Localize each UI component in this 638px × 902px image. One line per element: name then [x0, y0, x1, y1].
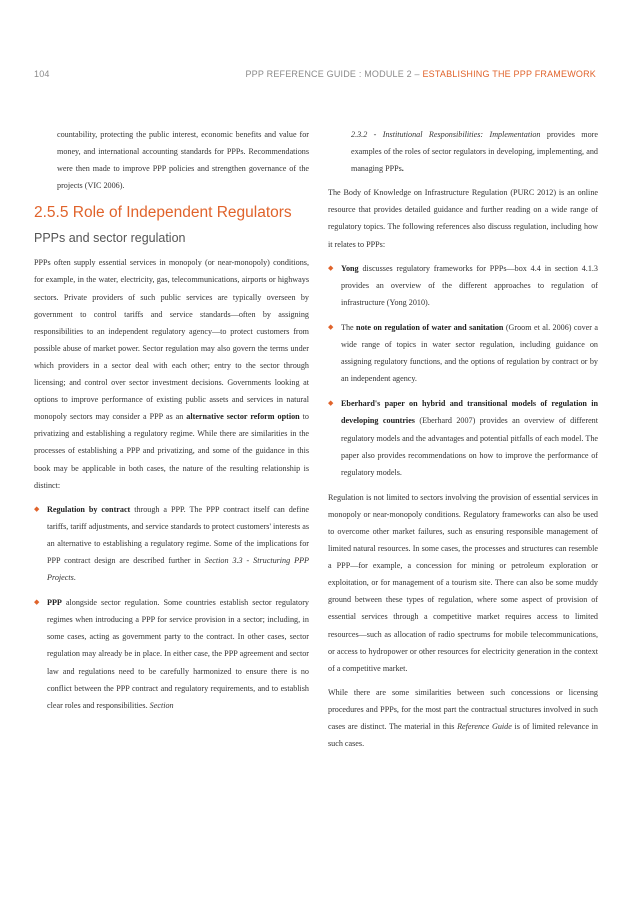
list-item [34, 501, 309, 586]
list-item-bold: PPP [47, 598, 62, 608]
cont-text: provides more examples of the roles of sector regulators in developing, implementing, and managing PPPs [351, 130, 598, 174]
purc-paragraph: The Body of Knowledge on Infrastructure Regulation (PURC 2012) is an online resource that provides detailed guidance and further reading on a wide range of regulatory topics. The following references also discuss regulation, including how it relates to PPPs: [328, 188, 598, 249]
list-item [328, 319, 598, 387]
list-item-ref: Section 3.3 - Structuring PPP Projects [47, 555, 310, 583]
intro-bold: alternative sector reform option [186, 412, 300, 422]
closing-text: While there are some similarities between such concessions or licensing procedures and PPPs, for the most part the contractual structures involved in such cases are distinct. The material in this [328, 687, 598, 731]
closing-end: is of limited relevance in such cases. [328, 722, 598, 749]
bullet-list [34, 501, 309, 714]
cont-ref: 2.3.2 - Institutional Responsibilities: Implementation [351, 130, 541, 139]
page-number: 104 [34, 69, 50, 79]
closing-ref: Reference Guide [457, 722, 512, 731]
regulation-paragraph: Regulation is not limited to sectors involving the provision of essential services in monopoly or near-monopoly conditions. Regulatory frameworks can also be used to overcome other market failures, such as ensuring responsible management of limited natural resources. In some cases, the processes and structures can resemble a PPP—for example, a concession for mining or petroleum exploration or exploitation, or for management of a tourism site. There can also be some muddy ground between these types of regulation, where some aspect of provision of essential services through a competitive market requires access to limited resources—such as allocation of radio spectrums for mobile telecommunications, or access to hydropower or other resources for electricity generation in the context of a competitive market. [328, 492, 598, 673]
header-title: PPP REFERENCE GUIDE : MODULE 2 – [245, 69, 423, 79]
bullet-diamond-icon: ◆ [328, 399, 334, 408]
list-item-text: alongside sector regulation. Some countries establish sector regulatory regimes when introducing a PPP for service provision in a sector; including, in some cases, acting as government party to the contract. In other cases, sector regulation may already be in place. In either case, the PPP agreement and sector law and regulations need to be carefully harmonized to ensure there is no conflict between the PPP contract and regulatory requirements, and to establish clear roles and responsibilities. [47, 598, 309, 710]
section-title: 2.5.5 Role of Independent Regulators [34, 204, 292, 222]
bullet-diamond-icon: ◆ [328, 263, 334, 272]
list-item [328, 260, 598, 311]
closing-paragraph [328, 684, 598, 752]
list-item-pre: The [341, 322, 357, 332]
list-item [34, 594, 309, 714]
header-title-accent: ESTABLISHING THE PPP FRAMEWORK [422, 69, 596, 79]
bullet-diamond-icon: ◆ [34, 598, 40, 607]
continued-paragraph [328, 126, 598, 177]
list-item-text: discusses regulatory frameworks for PPPs—box 4.4 in section 4.1.3 provides an overview of the different approaches to regulation of infrastructure (Yong 2010). [341, 263, 598, 307]
subheading: PPPs and sector regulation [34, 231, 186, 246]
intro-text-2: to privatizing and establishing a regulatory regime. While there are similarities in the processes of establishing a PPP and privatizing, and some of the guidance in this book may be applicable in both cases, the nature of the resulting relationship is distinct: [34, 412, 309, 490]
list-item-bold: Eberhard's paper on hybrid and transitional models of regulation in developing countries [341, 399, 598, 426]
list-item [328, 395, 598, 480]
bullet-diamond-icon: ◆ [328, 322, 334, 331]
list-item-bold: Yong [341, 263, 359, 273]
bullet-diamond-icon: ◆ [34, 504, 40, 513]
intro-paragraph [34, 254, 309, 493]
left-column [34, 126, 309, 722]
list-item-bold: note on regulation of water and sanitation [356, 322, 504, 332]
list-item-text: (Eberhard 2007) provides an overview of different regulatory models and the advantages and potential pitfalls of each model. The paper also provides recommendations on how to improve the performance of regulatory models. [341, 416, 598, 477]
right-column [328, 126, 598, 759]
continued-paragraph: countability, protecting the public interest, economic benefits and value for money, and international accounting standards for PPPs. Recommendations were then made to improve PPP policies and strengthen governance of the projects (VIC 2006). [57, 130, 309, 191]
list-item-text: through a PPP. The PPP contract itself can define tariffs, tariff adjustments, and service standards to protect customers' interests as an alternative to establishing a regulatory regime. Some of the implications for PPP contract design are described further in [47, 504, 310, 565]
reference-list [328, 260, 598, 481]
list-item-bold: Regulation by contract [47, 504, 131, 514]
cont-end: . [401, 164, 404, 174]
list-item-text: (Groom et al. 2006) cover a wide range of topics in water sector regulation, including guidance on assigning regulatory functions, and the options of regulation by contract or by an independent agency. [341, 322, 598, 384]
list-item-ref: Section [149, 700, 174, 710]
intro-text: PPPs often supply essential services in monopoly (or near-monopoly) conditions, for example, in the water, electricity, gas, telecommunications, airports or highways sectors. Private providers of such public services are typically overseen by government to control tariffs and service standards—often by assigning responsibilities to an independent regulatory agency—to protect customers from possible abuse of market power. Sector regulation may also govern the terms under which providers in a sector deal with each other; entry to the sector through licensing; and control over sector investment decisions. Governments looking at options to improve performance of existing public assets and services in natural monopoly sectors may consider a PPP as an [34, 258, 309, 422]
running-header [245, 69, 596, 79]
list-item-end: . [73, 573, 76, 583]
